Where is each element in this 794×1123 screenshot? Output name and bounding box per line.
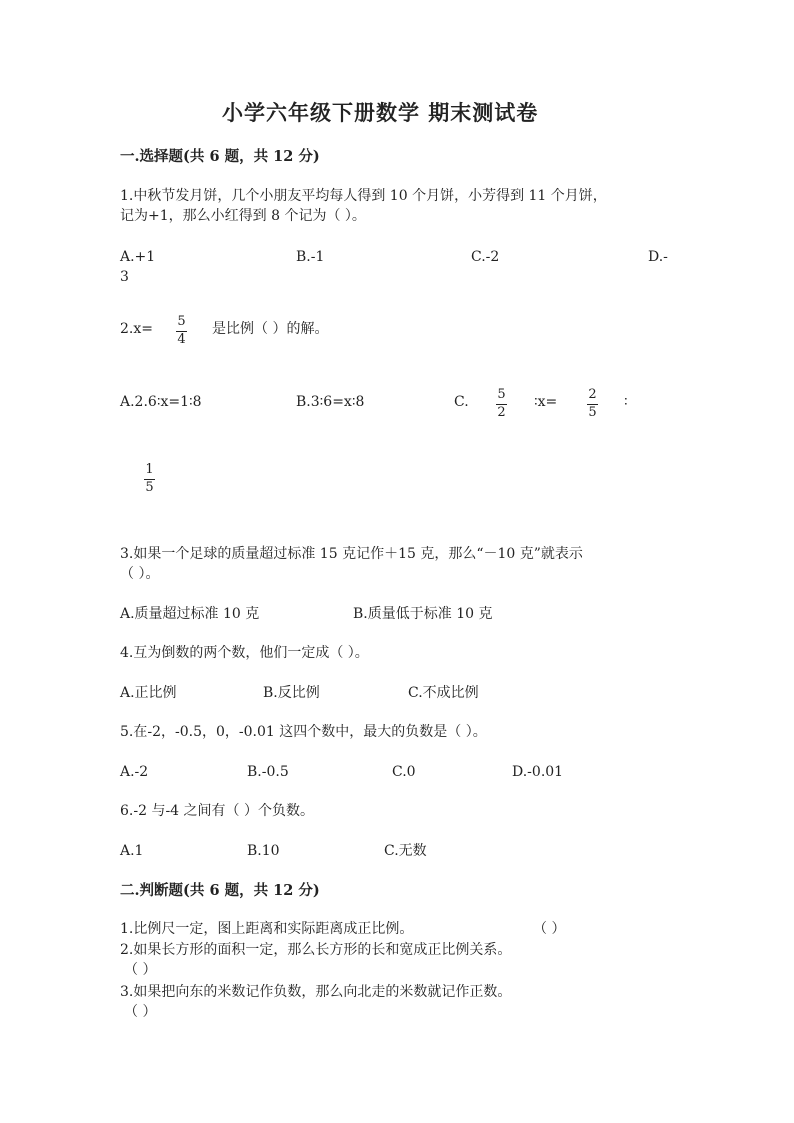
q6-option-c[interactable]: C.无数 [384, 843, 427, 859]
q4-option-a[interactable]: A.正比例 [120, 685, 177, 701]
fraction-denominator: 4 [177, 331, 186, 347]
fraction-numerator: 5 [497, 387, 506, 402]
judge-item-1-bracket[interactable]: （ ） [533, 921, 566, 937]
judge-item-3: 3.如果把向东的米数记作负数，那么向北走的米数就记作正数。 [120, 984, 512, 1000]
q3-stem-line2: （ ）。 [120, 566, 160, 582]
fraction-numerator: 2 [588, 387, 597, 402]
q3-option-a[interactable]: A.质量超过标准 10 克 [120, 606, 260, 622]
q2-option-c-mid: ∶x= [534, 394, 558, 410]
q4-option-b[interactable]: B.反比例 [263, 685, 320, 701]
q2-option-c-label[interactable]: C. [454, 394, 469, 410]
q1-stem-line1: 1.中秋节发月饼，几个小朋友平均每人得到 10 个月饼，小芳得到 11 个月饼， [120, 188, 607, 204]
q5-stem: 5.在-2，-0.5，0，-0.01 这四个数中，最大的负数是（ ）。 [120, 724, 487, 740]
fraction-numerator: 1 [145, 462, 154, 477]
judge-item-2-bracket[interactable]: （ ） [124, 962, 157, 978]
q2-option-c-fraction-1 [496, 388, 507, 421]
q1-option-b[interactable]: B.-1 [296, 249, 325, 265]
q5-option-a[interactable]: A.-2 [120, 764, 149, 780]
q4-stem: 4.互为倒数的两个数，他们一定成（ ）。 [120, 645, 369, 661]
q5-option-d[interactable]: D.-0.01 [512, 764, 564, 780]
q2-stem-fraction [176, 315, 187, 348]
fraction-numerator: 5 [177, 314, 186, 329]
q4-option-c[interactable]: C.不成比例 [408, 685, 479, 701]
q1-option-d-wrap: 3 [120, 269, 129, 285]
q6-option-a[interactable]: A.1 [120, 843, 144, 859]
judge-item-2: 2.如果长方形的面积一定，那么长方形的长和宽成正比例关系。 [120, 942, 512, 958]
q2-stem-prefix: 2.x= [120, 321, 153, 337]
q3-option-b[interactable]: B.质量低于标准 10 克 [353, 606, 493, 622]
page-title: 小学六年级下册数学 期末测试卷 [222, 100, 539, 125]
q6-stem: 6.-2 与-4 之间有（ ）个负数。 [120, 803, 314, 819]
q1-option-a[interactable]: A.+1 [120, 249, 156, 265]
q2-option-c-fraction-3 [144, 463, 155, 496]
q1-option-d[interactable]: D.- [648, 249, 668, 265]
section-heading-judge: 二.判断题(共 6 题，共 12 分) [120, 882, 320, 899]
judge-item-3-bracket[interactable]: （ ） [124, 1004, 157, 1020]
q2-option-b[interactable]: B.3∶6=x∶8 [296, 394, 365, 410]
q1-stem-line2: 记为+1，那么小红得到 8 个记为（ ）。 [120, 208, 366, 224]
q2-option-a[interactable]: A.2.6∶x=1∶8 [120, 394, 202, 410]
q5-option-c[interactable]: C.0 [392, 764, 416, 780]
fraction-denominator: 5 [588, 404, 597, 420]
q6-option-b[interactable]: B.10 [247, 843, 280, 859]
q3-stem-line1: 3.如果一个足球的质量超过标准 15 克记作＋15 克，那么“－10 克”就表示 [120, 546, 583, 562]
section-heading-choice: 一.选择题(共 6 题，共 12 分) [120, 148, 320, 165]
q2-option-c-colon: ∶ [624, 394, 628, 410]
fraction-denominator: 5 [145, 479, 154, 495]
q5-option-b[interactable]: B.-0.5 [247, 764, 289, 780]
fraction-denominator: 2 [497, 404, 506, 420]
q2-option-c-fraction-2 [587, 388, 598, 421]
judge-item-1: 1.比例尺一定，图上距离和实际距离成正比例。 [120, 921, 414, 937]
q2-stem-suffix: 是比例（ ）的解。 [212, 321, 329, 337]
q1-option-c[interactable]: C.-2 [471, 249, 500, 265]
